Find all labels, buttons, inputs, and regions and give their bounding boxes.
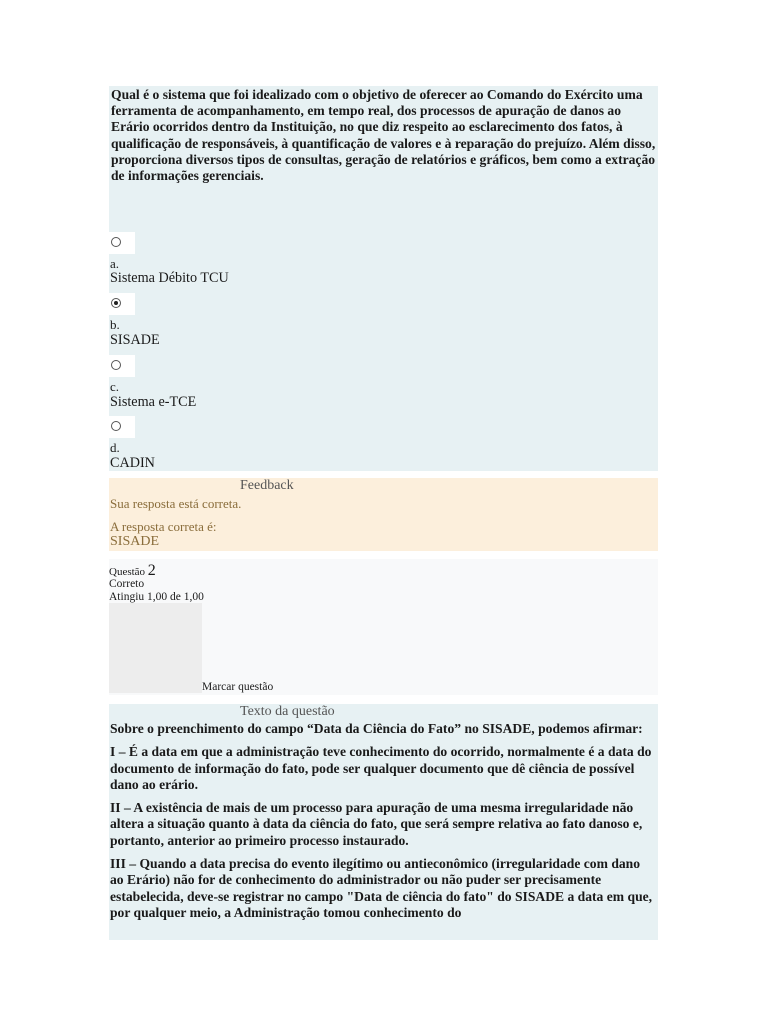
- question-2-panel: [109, 704, 658, 940]
- option-c-radio[interactable]: [111, 360, 121, 370]
- feedback-correct-answer: SISADE: [110, 534, 160, 549]
- option-a-radio-box[interactable]: [109, 232, 135, 254]
- question-2-heading: Texto da questão: [240, 704, 335, 719]
- option-d-label[interactable]: CADIN: [110, 455, 155, 471]
- option-c-label[interactable]: Sistema e-TCE: [110, 394, 197, 410]
- feedback-status: Sua resposta está correta.: [110, 496, 242, 511]
- question-2-statement-3: III – Quando a data precisa do evento ilegítimo ou antieconômico (irregularidade com dano ao Erário) não for de conhecimento do administrador ou não puder ser precisamente estabelecida, deve-se registrar no campo "Data de ciência do fato" do SISADE a data em que, por qualquer meio, a Administração tomou conhecimento do: [110, 856, 653, 920]
- option-d-radio-box[interactable]: [109, 416, 135, 438]
- question-1-panel: [109, 86, 658, 471]
- question-2-intro: Sobre o preenchimento do campo “Data da Ciência do Fato” no SISADE, podemos afirmar:: [110, 721, 643, 736]
- option-c-letter: c.: [110, 379, 120, 394]
- option-a-letter: a.: [110, 256, 120, 271]
- option-d-letter: d.: [110, 440, 120, 455]
- question-2-body: [110, 721, 657, 928]
- flag-question-label[interactable]: Marcar questão: [202, 681, 274, 693]
- option-b-radio[interactable]: [111, 298, 121, 308]
- question-grade: Atingiu 1,00 de 1,00: [109, 591, 204, 603]
- option-b-label[interactable]: SISADE: [110, 332, 160, 348]
- option-d-radio[interactable]: [111, 421, 121, 431]
- feedback-panel: [109, 478, 658, 551]
- option-b-letter: b.: [110, 317, 120, 332]
- question-number: 2: [147, 562, 156, 579]
- question-label-text: Questão: [109, 566, 146, 578]
- feedback-heading: Feedback: [240, 478, 294, 493]
- option-a-radio[interactable]: [111, 237, 121, 247]
- question-2-statement-1: I – É a data em que a administração teve conhecimento do ocorrido, normalmente é a data do documento de informação do fato, pode ser qualquer documento que dê ciência de possível dano ao erário.: [110, 744, 652, 792]
- question-state: Correto: [109, 578, 145, 590]
- question-1-text: Qual é o sistema que foi idealizado com o objetivo de oferecer ao Comando do Exército uma ferramenta de acompanhamento, em tempo real, dos processos de apuração de danos ao Erário ocorridos dentro da Instituição, no que diz respeito ao esclarecimento dos fatos, à qualificação de responsáveis, à quantificação de valores e à reparação do prejuízo. Além disso, proporciona diversos tipos de consultas, geração de relatórios e gráficos, bem como a extração de informações gerenciais.: [111, 87, 656, 184]
- question-2-statement-2: II – A existência de mais de um processo para apuração de uma mesma irregularidade não altera a situação quanto à data da ciência do fato, que será sempre relativa ao fato danoso e, portanto, anterior ao primeiro processo instaurado.: [110, 800, 643, 848]
- option-c-radio-box[interactable]: [109, 355, 135, 377]
- option-a-label[interactable]: Sistema Débito TCU: [110, 270, 229, 286]
- feedback-correct-label: A resposta correta é:: [110, 519, 217, 534]
- option-b-radio-box[interactable]: [109, 293, 135, 315]
- flag-question-box[interactable]: [109, 603, 202, 693]
- question-2-info-panel: [109, 559, 658, 695]
